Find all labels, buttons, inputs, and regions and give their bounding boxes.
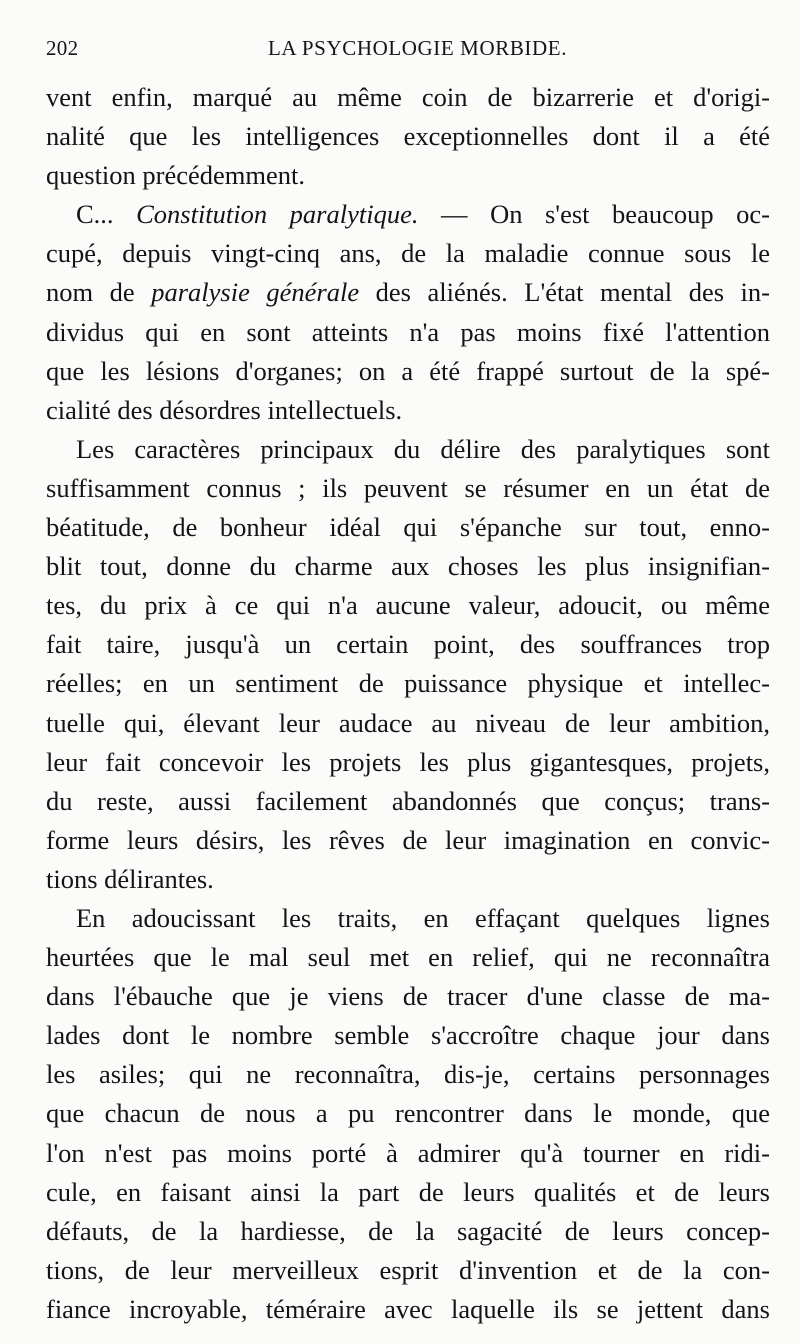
text-line: béatitude, de bonheur idéal qui s'épanche sur tout, enno- bbox=[46, 512, 770, 543]
text-line: cupé, depuis vingt-cinq ans, de la maladie connue sous le bbox=[46, 238, 770, 269]
text-line: dans l'ébauche que je viens de tracer d'une classe de ma- bbox=[46, 981, 770, 1012]
text-line: tuelle qui, élevant leur audace au niveau de leur ambition, bbox=[46, 707, 770, 738]
text-line: En adoucissant les traits, en effaçant quelques lignes bbox=[76, 902, 770, 933]
text-line: lades dont le nombre semble s'accroître chaque jour dans bbox=[46, 1020, 770, 1051]
text-line: l'on n'est pas moins porté à admirer qu'à tourner en ridi- bbox=[46, 1137, 770, 1168]
text-line: nalité que les intelligences exceptionnelles dont il a été bbox=[46, 121, 770, 152]
text-line: vent enfin, marqué au même coin de bizarrerie et d'origi- bbox=[46, 82, 770, 112]
text-line: C... Constitution paralytique. — On s'est beaucoup oc- bbox=[76, 199, 770, 230]
text-line: leur fait concevoir les projets les plus gigantesques, projets, bbox=[46, 746, 770, 777]
text-line: fiance incroyable, téméraire avec laquelle ils se jettent dans bbox=[46, 1293, 770, 1324]
page-number: 202 bbox=[46, 36, 79, 60]
text-line: les asiles; qui ne reconnaîtra, dis-je, certains personnages bbox=[46, 1059, 770, 1090]
text-line: forme leurs désirs, les rêves de leur imagination en convic- bbox=[46, 824, 770, 855]
text-line: tes, du prix à ce qui n'a aucune valeur, adoucit, ou même bbox=[46, 590, 770, 621]
text-line: suffisamment connus ; ils peuvent se résumer en un état de bbox=[46, 472, 770, 503]
text-line: heurtées que le mal seul met en relief, qui ne reconnaîtra bbox=[46, 942, 770, 973]
italic-term: paralysie générale bbox=[151, 277, 360, 308]
text-line: question précédemment. bbox=[46, 160, 306, 191]
text-line: du reste, aussi facilement abandonnés que conçus; trans- bbox=[46, 785, 770, 816]
text-line: tions, de leur merveilleux esprit d'invention et de la con- bbox=[46, 1254, 770, 1285]
running-title: LA PSYCHOLOGIE MORBIDE. bbox=[268, 36, 568, 60]
text-line: blit tout, donne du charme aux choses les plus insignifian- bbox=[46, 551, 770, 582]
text-line: nom de paralysie générale des aliénés. L'état mental des in- bbox=[46, 277, 770, 308]
text-line: tions délirantes. bbox=[46, 863, 214, 894]
text-line: défauts, de la hardiesse, de la sagacité de leurs concep- bbox=[46, 1215, 770, 1246]
text-line: réelles; en un sentiment de puissance physique et intellec- bbox=[46, 668, 770, 699]
text-line: Les caractères principaux du délire des paralytiques sont bbox=[76, 433, 770, 464]
text-line: que chacun de nous a pu rencontrer dans le monde, que bbox=[46, 1098, 770, 1129]
text-line: cule, en faisant ainsi la part de leurs qualités et de leurs bbox=[46, 1176, 770, 1207]
page-header bbox=[46, 36, 770, 66]
text-line: fait taire, jusqu'à un certain point, des souffrances trop bbox=[46, 629, 770, 660]
text-line: que les lésions d'organes; on a été frappé surtout de la spé- bbox=[46, 355, 770, 386]
italic-term: Constitution paralytique. bbox=[136, 199, 419, 230]
body-text bbox=[46, 78, 770, 1329]
text-line: cialité des désordres intellectuels. bbox=[46, 394, 403, 425]
text-line: dividus qui en sont atteints n'a pas moins fixé l'attention bbox=[46, 316, 770, 347]
